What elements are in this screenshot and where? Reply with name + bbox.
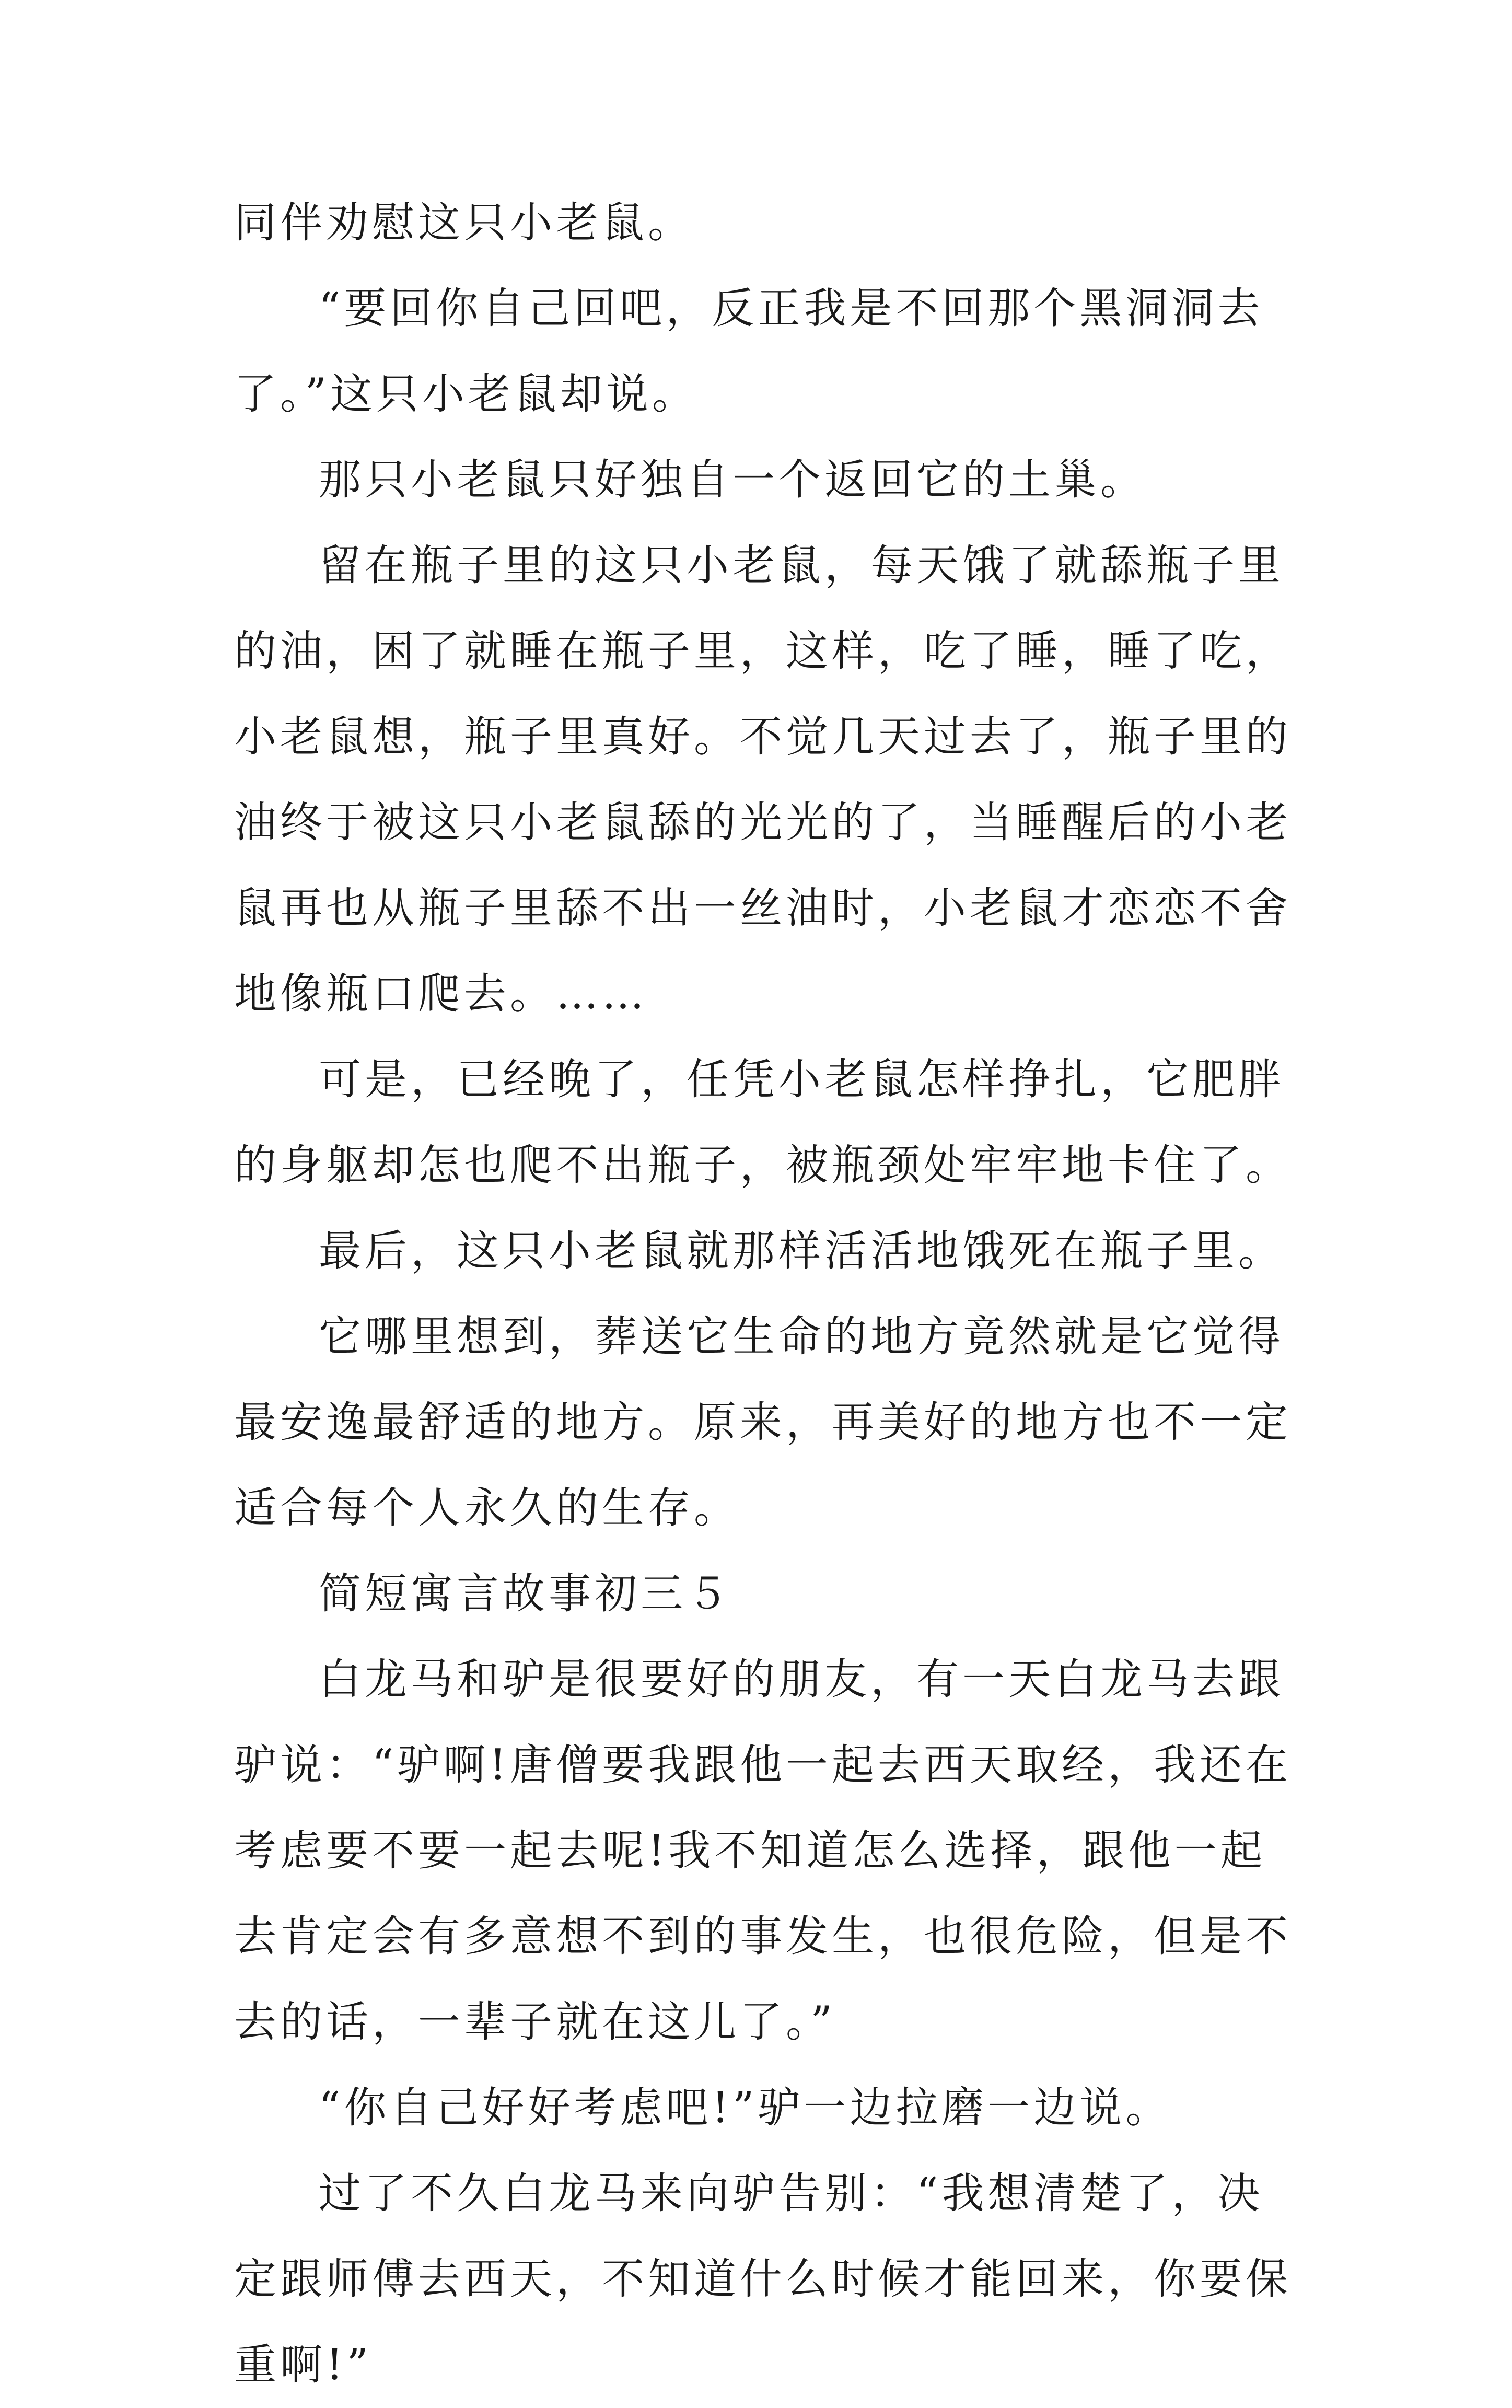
paragraph: 最后，这只小老鼠就那样活活地饿死在瓶子里。 — [319, 1227, 1285, 1276]
paragraph: “要回你自己回吧，反正我是不回那个黑洞洞去了。”这只小老鼠却说。 — [234, 284, 1264, 419]
paragraph: “你自己好好考虑吧!”驴一边拉磨一边说。 — [319, 2084, 1172, 2133]
paragraph: 留在瓶子里的这只小老鼠，每天饿了就舔瓶子里的油，困了就睡在瓶子里，这样，吃了睡，睡了吃，小老鼠想，瓶子里真好。不觉几天过去了，瓶子里的油终于被这只小老鼠舔的光光的了，当睡醒后的小老鼠再也从瓶子里舔不出一丝油时，小老鼠才恋恋不舍地像瓶口爬去。…… — [234, 541, 1292, 1019]
section-heading: 简短寓言故事初三５ — [319, 1569, 733, 1619]
paragraph: 同伴劝慰这只小老鼠。 — [234, 199, 694, 248]
paragraph: 那只小老鼠只好独自一个返回它的土巢。 — [319, 456, 1147, 505]
paragraph: 白龙马和驴是很要好的朋友，有一天白龙马去跟驴说：“驴啊!唐僧要我跟他一起去西天取经，我还在考虑要不要一起去呢!我不知道怎么选择，跟他一起去肯定会有多意想不到的事发生，也很危险，但是不去的话，一辈子就在这儿了。” — [234, 1655, 1292, 2047]
paragraph: 可是，已经晚了，任凭小老鼠怎样挣扎，它肥胖的身躯却怎也爬不出瓶子，被瓶颈处牢牢地卡住了。 — [234, 1055, 1292, 1190]
document-body — [234, 180, 1295, 2408]
paragraph: 它哪里想到，葬送它生命的地方竟然就是它觉得最安逸最舒适的地方。原来，再美好的地方也不一定适合每个人永久的生存。 — [234, 1312, 1292, 1533]
paragraph: 过了不久白龙马来向驴告别：“我想清楚了，决定跟师傅去西天，不知道什么时候才能回来，你要保重啊!” — [234, 2169, 1292, 2390]
